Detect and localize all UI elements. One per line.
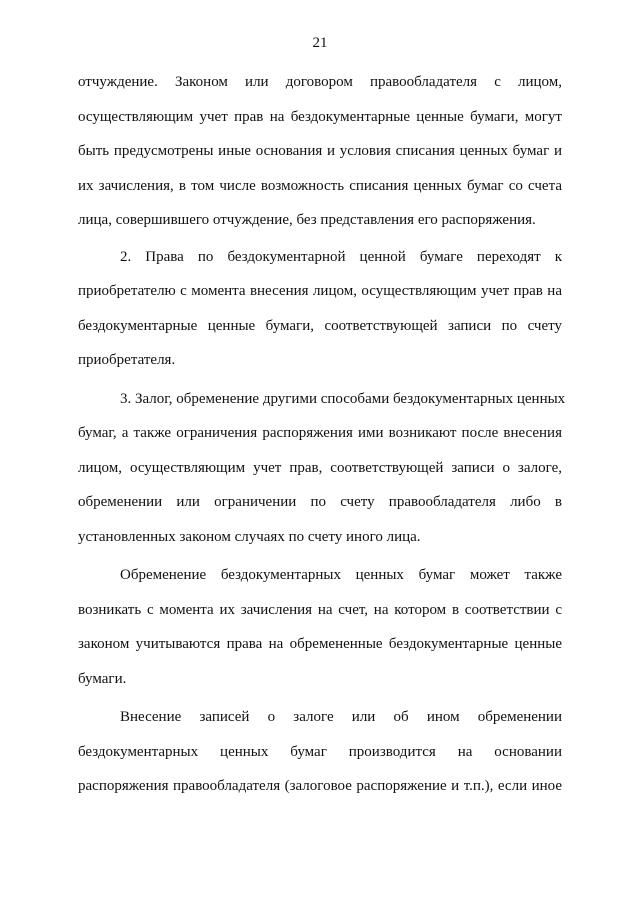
paragraph-1 — [78, 65, 562, 238]
text-line: приобретателя. — [78, 352, 176, 368]
text-line: 3. Залог, обременение другими способами бездокументарных ценных — [120, 390, 566, 407]
paragraph-5 — [78, 700, 562, 804]
text-line: приобретателю с момента внесения лицом, осуществляющим учет прав на — [78, 283, 562, 299]
text-line: бездокументарные ценные бумаги, соответствующей записи по счету — [78, 317, 562, 334]
text-line: быть предусмотрены иные основания и условия списания ценных бумаг и — [78, 143, 562, 159]
text-line: лица, совершившего отчуждение, без представления его распоряжения. — [78, 212, 536, 228]
page-number: 21 — [312, 35, 328, 51]
paragraph-2 — [78, 240, 562, 378]
text-line: Внесение записей о залоге или об ином обременении — [120, 709, 562, 725]
paragraph-3 — [78, 382, 566, 555]
text-line: бумаги. — [78, 670, 127, 687]
text-line: обременении или ограничении по счету правообладателя либо в — [78, 494, 562, 510]
paragraph-4 — [78, 558, 562, 696]
text-line: возникать с момента их зачисления на счет, на котором в соответствии с — [78, 601, 562, 618]
text-line: Обременение бездокументарных ценных бумаг может также — [120, 567, 562, 583]
text-line: осуществляющим учет прав на бездокументарные ценные бумаги, могут — [78, 108, 562, 125]
document-body — [78, 65, 566, 804]
text-line: 2. Права по бездокументарной ценной бумаге переходят к — [120, 248, 562, 265]
text-line: законом учитываются права на обремененные бездокументарные ценные — [78, 636, 562, 652]
text-line: бездокументарных ценных бумаг производится на основании — [78, 743, 562, 760]
text-line: их зачисления, в том числе возможность списания ценных бумаг со счета — [78, 177, 562, 194]
text-line: лицом, осуществляющим учет прав, соответствующей записи о залоге, — [78, 459, 562, 476]
text-line: отчуждение. Законом или договором правообладателя с лицом, — [78, 74, 562, 90]
text-line: распоряжения правообладателя (залоговое распоряжение и т.п.), если иное — [78, 778, 562, 794]
text-line: установленных законом случаях по счету иного лица. — [78, 528, 421, 545]
text-line: бумаг, а также ограничения распоряжения ими возникают после внесения — [78, 425, 562, 441]
